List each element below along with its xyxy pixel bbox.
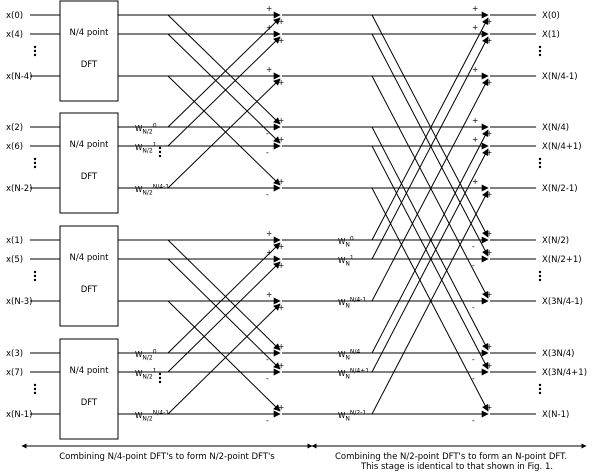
output-label: X(N/4): [542, 123, 570, 133]
stage2-cross: [372, 34, 488, 256]
stage2-twiddle: $W_N^{N/4+1}$: [338, 367, 370, 381]
plus-sign: +: [486, 290, 493, 299]
output-label: X(N/4-1): [542, 72, 578, 82]
plus-sign: +: [278, 17, 285, 26]
stage1-twiddle: $W_{N/2}^1$: [135, 367, 157, 381]
stage1-twiddle: $W_{N/2}^{N/4-1}$: [135, 183, 170, 197]
ellipsis-dots: [539, 388, 541, 390]
ellipsis-dots: [539, 158, 541, 160]
ellipsis-dots: [159, 373, 161, 375]
dft-block-subtitle: DFT: [80, 172, 98, 182]
input-label: x(7): [6, 368, 24, 378]
plus-sign: +: [278, 135, 285, 144]
ellipsis-dots: [34, 279, 36, 281]
ellipsis-dots: [159, 147, 161, 149]
stage2-twiddle: $W_N^{N/4}$: [338, 348, 361, 362]
plus-sign: +: [486, 129, 493, 138]
stage2-cross: [372, 146, 488, 369]
output-label: X(N/2-1): [542, 184, 578, 194]
input-label: x(3): [6, 349, 24, 359]
input-label: x(0): [6, 11, 24, 21]
minus-sign: -: [472, 374, 475, 383]
ellipsis-dots: [539, 50, 541, 52]
ellipsis-dots: [34, 158, 36, 160]
dft-block-subtitle: DFT: [80, 398, 98, 408]
plus-sign: +: [486, 78, 493, 87]
stage1-twiddle: $W_{N/2}^{N/4-1}$: [135, 409, 170, 423]
plus-sign: +: [486, 248, 493, 257]
plus-sign: +: [472, 177, 479, 186]
stage2-twiddle: $W_N^{N/4-1}$: [338, 296, 367, 310]
stage1-twiddle: $W_{N/2}^0$: [135, 122, 157, 136]
minus-sign: -: [266, 190, 269, 199]
dft-block-subtitle: DFT: [80, 60, 98, 70]
plus-sign: +: [278, 242, 285, 251]
ellipsis-dots: [159, 377, 161, 379]
input-label: x(2): [6, 123, 24, 133]
plus-sign: +: [472, 23, 479, 32]
plus-sign: +: [278, 342, 285, 351]
stage1-twiddle: $W_{N/2}^0$: [135, 348, 157, 362]
plus-sign: +: [278, 403, 285, 412]
ellipsis-dots: [159, 155, 161, 157]
ellipsis-dots: [539, 162, 541, 164]
plus-sign: +: [486, 229, 493, 238]
plus-sign: +: [278, 116, 285, 125]
ellipsis-dots: [159, 151, 161, 153]
plus-sign: +: [486, 361, 493, 370]
output-label: X(1): [542, 30, 560, 40]
caption-right-line1: Combining the N/2-point DFT's to form an N-point DFT.: [334, 452, 568, 462]
plus-sign: +: [472, 4, 479, 13]
stage2-cross: [372, 188, 488, 411]
stage1-cross: [168, 15, 280, 124]
ellipsis-dots: [34, 162, 36, 164]
stage2-cross: [372, 127, 488, 350]
plus-sign: +: [278, 361, 285, 370]
caption-left: Combining N/4-point DFT's to form N/2-point DFT's: [59, 452, 275, 462]
ellipsis-dots: [34, 166, 36, 168]
ellipsis-dots: [34, 388, 36, 390]
input-label: x(4): [6, 30, 24, 40]
ellipsis-dots: [539, 275, 541, 277]
plus-sign: +: [266, 23, 273, 32]
input-label: x(5): [6, 255, 24, 265]
plus-sign: +: [266, 248, 273, 257]
stage1-cross: [168, 240, 280, 350]
plus-sign: +: [486, 36, 493, 45]
plus-sign: +: [278, 303, 285, 312]
input-label: x(N-2): [6, 184, 33, 194]
stage2-twiddle: $W_N^0$: [338, 235, 354, 249]
dft-block-title: N/4 point: [69, 28, 109, 38]
plus-sign: +: [278, 177, 285, 186]
output-label: X(N/4+1): [542, 142, 582, 152]
plus-sign: +: [278, 78, 285, 87]
ellipsis-dots: [34, 46, 36, 48]
caption-right-line2: This stage is identical to that shown in Fig. 1.: [360, 462, 554, 472]
stage2-cross: [372, 76, 488, 298]
ellipsis-dots: [34, 392, 36, 394]
plus-sign: +: [486, 148, 493, 157]
ellipsis-dots: [34, 275, 36, 277]
ellipsis-dots: [539, 392, 541, 394]
plus-sign: +: [278, 261, 285, 270]
input-label: x(1): [6, 236, 24, 246]
output-label: X(3N/4+1): [542, 368, 588, 378]
output-label: X(N-1): [542, 410, 570, 420]
bottom-caption-layer: [22, 446, 586, 472]
stage1-cross: [168, 79, 280, 188]
output-label: X(N/2): [542, 236, 570, 246]
output-label: X(3N/4-1): [542, 297, 583, 307]
plus-sign: +: [486, 17, 493, 26]
ellipsis-dots: [539, 384, 541, 386]
minus-sign: -: [472, 261, 475, 270]
input-label: x(6): [6, 142, 24, 152]
minus-sign: -: [266, 355, 269, 364]
minus-sign: -: [472, 355, 475, 364]
plus-sign: +: [266, 290, 273, 299]
plus-sign: +: [266, 4, 273, 13]
ellipsis-dots: [34, 384, 36, 386]
minus-sign: -: [472, 416, 475, 425]
stage2-cross: [372, 149, 488, 372]
input-label: x(N-3): [6, 297, 33, 307]
ellipsis-dots: [539, 46, 541, 48]
dft-block-subtitle: DFT: [80, 285, 98, 295]
dft-block-4: [60, 339, 118, 439]
ellipsis-dots: [159, 381, 161, 383]
plus-sign: +: [266, 229, 273, 238]
ellipsis-dots: [34, 50, 36, 52]
plus-sign: +: [472, 135, 479, 144]
minus-sign: -: [266, 148, 269, 157]
minus-sign: -: [472, 242, 475, 251]
stage2-cross: [372, 18, 488, 240]
dft-block-title: N/4 point: [69, 253, 109, 263]
ellipsis-dots: [539, 271, 541, 273]
plus-sign: +: [472, 65, 479, 74]
ellipsis-dots: [539, 279, 541, 281]
dft-block-2: [60, 113, 118, 213]
minus-sign: -: [266, 129, 269, 138]
ellipsis-dots: [539, 54, 541, 56]
stage2-cross: [372, 191, 488, 414]
stage2-cross: [372, 130, 488, 353]
minus-sign: -: [472, 303, 475, 312]
plus-sign: +: [278, 36, 285, 45]
ellipsis-dots: [539, 166, 541, 168]
plus-sign: +: [486, 403, 493, 412]
stage2-cross: [372, 15, 488, 237]
ellipsis-dots: [34, 54, 36, 56]
stage2-cross: [372, 79, 488, 301]
dft-block-title: N/4 point: [69, 140, 109, 150]
ellipsis-dots: [34, 271, 36, 273]
plus-sign: +: [486, 190, 493, 199]
minus-sign: -: [266, 416, 269, 425]
stage2-cross: [372, 37, 488, 259]
stage1-cross: [168, 76, 280, 185]
stage1-cross: [168, 304, 280, 414]
dft-block-1: [60, 1, 118, 101]
input-label: x(N-4): [6, 72, 33, 82]
output-label: X(0): [542, 11, 560, 21]
input-label: x(N-1): [6, 410, 33, 420]
stage1-twiddle: $W_{N/2}^1$: [135, 141, 157, 155]
dft-block-title: N/4 point: [69, 366, 109, 376]
stage2-twiddle: $W_N^{N/2-1}$: [338, 409, 367, 423]
stage1-cross: [168, 37, 280, 146]
output-label: X(N/2+1): [542, 255, 582, 265]
plus-sign: +: [472, 116, 479, 125]
output-label: X(3N/4): [542, 349, 575, 359]
plus-sign: +: [266, 65, 273, 74]
minus-sign: -: [266, 374, 269, 383]
dft-block-3: [60, 226, 118, 326]
plus-sign: +: [486, 342, 493, 351]
stage2-twiddle: $W_N^1$: [338, 254, 354, 268]
